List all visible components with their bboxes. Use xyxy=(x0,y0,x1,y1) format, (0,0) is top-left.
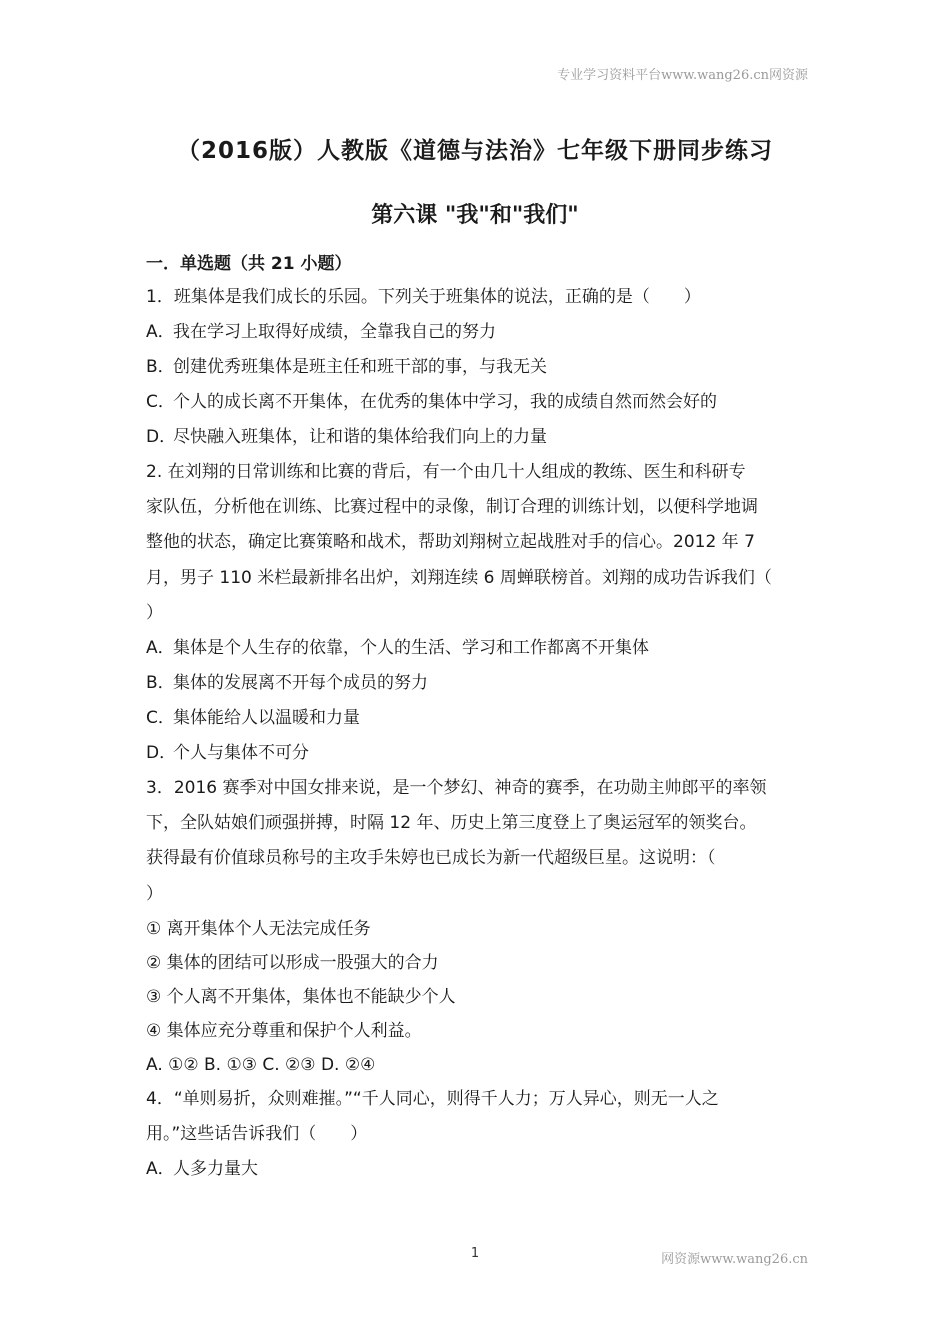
option-text: 集体是个人生存的依靠，个人的生活、学习和工作都离不开集体 xyxy=(173,637,649,658)
statement-1: ① 离开集体个人无法完成任务 xyxy=(146,918,371,939)
question-4 xyxy=(146,1082,810,1187)
option-label: A． xyxy=(146,322,175,342)
option-text: 集体的发展离不开每个成员的努力 xyxy=(173,672,428,693)
document-title: （2016版）人教版《道德与法治》七年级下册同步练习 xyxy=(176,138,773,164)
question-1 xyxy=(146,280,810,455)
option-label: D． xyxy=(146,427,177,447)
question-2 xyxy=(146,455,810,771)
question-stem: 1．班集体是我们成长的乐园。下列关于班集体的说法，正确的是（ ） xyxy=(146,287,701,307)
option-label: C． xyxy=(146,392,175,412)
statement-3: ③ 个人离不开集体，集体也不能缺少个人 xyxy=(146,986,456,1007)
option-d xyxy=(146,736,810,771)
statement-2: ② 集体的团结可以形成一股强大的合力 xyxy=(146,952,439,973)
option-text: 个人的成长离不开集体，在优秀的集体中学习，我的成绩自然而然会好的 xyxy=(173,392,717,412)
option-text: 人多力量大 xyxy=(173,1159,258,1180)
option-label: D． xyxy=(146,742,177,763)
option-text: 我在学习上取得好成绩，全靠我自己的努力 xyxy=(173,322,496,342)
option-b xyxy=(146,350,810,385)
question-3 xyxy=(146,771,810,1082)
option-a xyxy=(146,315,810,350)
option-text: 个人与集体不可分 xyxy=(173,742,309,763)
statement-4: ④ 集体应充分尊重和保护个人利益。 xyxy=(146,1020,422,1041)
option-text: 创建优秀班集体是班主任和班干部的事，与我无关 xyxy=(173,357,547,377)
question-stem-line: 月，男子 110 米栏最新排名出炉，刘翔连续 6 周蝉联榜首。刘翔的成功告诉我们（ xyxy=(146,567,772,588)
option-b xyxy=(146,666,810,701)
option-text: 集体能给人以温暖和力量 xyxy=(173,707,360,728)
option-c xyxy=(146,701,810,736)
question-stem-line: 3．2016 赛季对中国女排来说，是一个梦幻、神奇的赛季，在功勋主帅郎平的率领 xyxy=(146,777,767,798)
option-text: 尽快融入班集体，让和谐的集体给我们向上的力量 xyxy=(173,427,547,447)
page-number: 1 xyxy=(470,1246,480,1261)
question-stem-line: 4．“单则易折，众则难摧。”“千人同心，则得千人力；万人异心，则无一人之 xyxy=(146,1088,719,1109)
question-stem-line: 整他的状态，确定比赛策略和战术，帮助刘翔树立起战胜对手的信心。2012 年 7 xyxy=(146,532,755,553)
option-label: B． xyxy=(146,357,175,377)
combined-options: A. ①② B. ①③ C. ②③ D. ②④ xyxy=(146,1054,376,1075)
footer-watermark-note: 网资源www.wang26.cn xyxy=(661,1252,808,1267)
option-d xyxy=(146,420,810,455)
question-stem-line: ） xyxy=(146,602,163,623)
option-a xyxy=(146,1152,810,1187)
question-stem-line: 获得最有价值球员称号的主攻手朱婷也已成长为新一代超级巨星。这说明：（ xyxy=(146,848,716,869)
question-stem-line: 用。”这些话告诉我们（ ） xyxy=(146,1123,368,1144)
option-label: B． xyxy=(146,672,175,693)
option-label: A． xyxy=(146,637,175,658)
option-c xyxy=(146,385,810,420)
section-heading: 一．单选题（共 21 小题） xyxy=(146,254,352,274)
question-content xyxy=(146,248,810,1187)
lesson-subtitle: 第六课 "我"和"我们" xyxy=(371,203,579,228)
option-a xyxy=(146,631,810,666)
question-stem-line: 下，全队姑娘们顽强拼搏，时隔 12 年、历史上第三度登上了奥运冠军的领奖台。 xyxy=(146,813,757,834)
question-stem-line: 2. 在刘翔的日常训练和比赛的背后，有一个由几十人组成的教练、医生和科研专 xyxy=(146,462,746,482)
header-watermark-note: 专业学习资料平台www.wang26.cn网资源 xyxy=(557,68,808,83)
question-stem-line: 家队伍，分析他在训练、比赛过程中的录像，制订合理的训练计划，以便科学地调 xyxy=(146,497,758,518)
question-stem-line: ） xyxy=(146,883,163,904)
option-label: C． xyxy=(146,707,175,728)
option-label: A． xyxy=(146,1159,175,1180)
